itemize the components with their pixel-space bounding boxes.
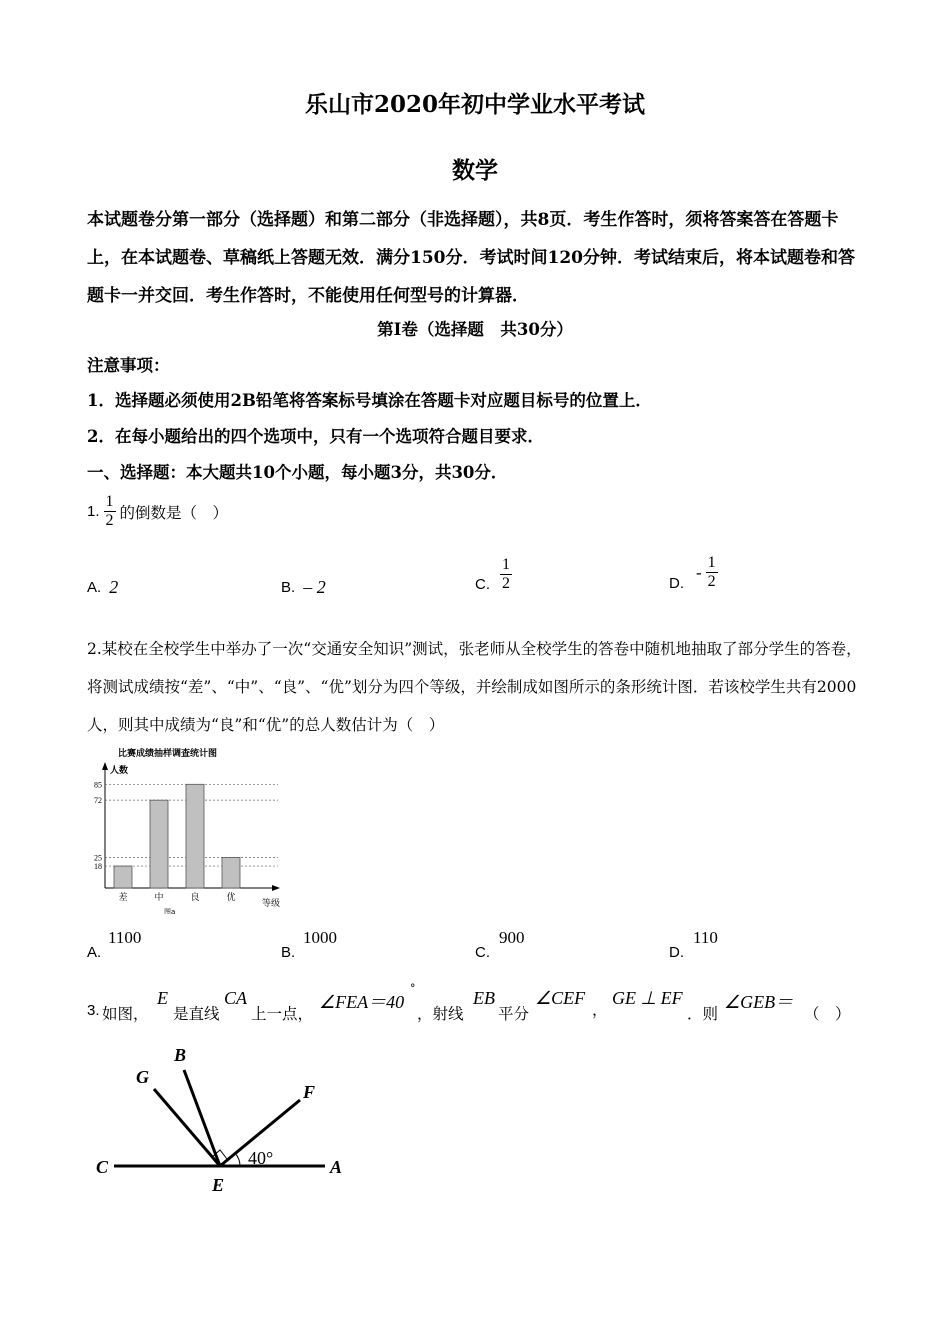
chart-caption: 图a bbox=[164, 908, 176, 914]
frac-den: 2 bbox=[707, 573, 716, 590]
notice-item-1: 1．选择题必须使用2B铅笔将答案标号填涂在答题卡对应题目标号的位置上． bbox=[87, 391, 652, 410]
option-fraction bbox=[500, 556, 512, 593]
option-value: 1000 bbox=[303, 928, 337, 947]
notice-heading: 注意事项： bbox=[87, 356, 170, 375]
y-tick-label: 25 bbox=[94, 853, 102, 863]
x-tick-label: 优 bbox=[226, 893, 236, 903]
bar-3 bbox=[186, 784, 204, 888]
q1-option-d[interactable] bbox=[669, 553, 718, 592]
y-tick-label: 72 bbox=[94, 796, 102, 806]
q3-perpendicular: GE ⊥ EF bbox=[612, 988, 683, 1008]
bar-chart bbox=[88, 744, 288, 914]
label-g: G bbox=[136, 1067, 149, 1087]
q3-text-4: ，射线 bbox=[417, 1005, 464, 1023]
ray-eg bbox=[154, 1089, 220, 1166]
option-letter: A. bbox=[87, 579, 102, 596]
option-value: – 2 bbox=[303, 577, 326, 597]
frac-den: 2 bbox=[502, 575, 510, 592]
question-2-text: 2.某校在全校学生中举办了一次“交通安全知识”测试，张老师从全校学生的答卷中随机地抽取了部分学生的答卷，将测试成绩按“差”、“中”、“良”、“优”划分为四个等级，并绘制成如图所示的条形统计图．若该校学生共有2000人，则其中成绩为“良”和“优”的总人数估计为（ ） bbox=[87, 640, 862, 734]
q3-comma: ， bbox=[592, 1001, 608, 1019]
q3-degree: ° bbox=[410, 982, 416, 995]
option-letter: C. bbox=[475, 944, 490, 961]
y-axis-arrow bbox=[102, 762, 108, 770]
option-value: 900 bbox=[499, 928, 525, 947]
label-f: F bbox=[303, 1082, 316, 1102]
q1-frac-den: 2 bbox=[105, 512, 114, 529]
q3-point-e: E bbox=[157, 988, 168, 1008]
y-tick-label: 85 bbox=[94, 780, 102, 790]
q1-stem: 的倒数是（ ） bbox=[119, 503, 229, 522]
bar-4 bbox=[222, 858, 240, 889]
x-tick-label: 良 bbox=[190, 893, 200, 903]
exam-title: 乐山市2020年初中学业水平考试 bbox=[304, 91, 645, 118]
x-axis-label: 等级 bbox=[262, 899, 281, 909]
q1-fraction bbox=[104, 493, 116, 530]
option-letter: B. bbox=[281, 944, 296, 961]
chart-title: 比赛成绩抽样调查统计图 bbox=[118, 749, 218, 759]
q3-text-6: ．则 bbox=[687, 1005, 719, 1023]
y-axis-label: 人数 bbox=[110, 766, 129, 776]
option-letter: D. bbox=[669, 575, 684, 592]
option-value: 1100 bbox=[108, 928, 142, 947]
option-letter: C. bbox=[475, 576, 490, 593]
frac-num: 1 bbox=[502, 556, 510, 573]
q1-frac-num: 1 bbox=[105, 493, 114, 510]
q3-text-1: 如图， bbox=[102, 1005, 149, 1023]
notice-item-2: 2．在每小题给出的四个选项中，只有一个选项符合题目要求． bbox=[87, 427, 544, 446]
q3-angle-geb: ∠GEB＝ bbox=[724, 992, 794, 1012]
angle-figure bbox=[90, 1040, 350, 1200]
subject-title: 数学 bbox=[452, 157, 498, 184]
ray-eb bbox=[184, 1070, 220, 1166]
part1-title: 第Ⅰ卷（选择题 共30分） bbox=[377, 320, 573, 339]
q1-option-c[interactable] bbox=[475, 556, 512, 593]
option-value: 2 bbox=[109, 577, 119, 597]
label-e: E bbox=[212, 1175, 225, 1195]
section1-heading: 一、选择题：本大题共10个小题，每小题3分，共30分． bbox=[87, 463, 508, 482]
angle-label-40: 40° bbox=[248, 1148, 274, 1168]
frac-num: 1 bbox=[707, 554, 716, 571]
x-tick-label: 中 bbox=[154, 893, 164, 903]
option-value: 110 bbox=[693, 928, 718, 947]
q1-option-a[interactable] bbox=[87, 577, 118, 598]
option-minus: - bbox=[696, 562, 702, 582]
intro-paragraph: 本试题卷分第一部分（选择题）和第二部分（非选择题），共8页．考生作答时，须将答案答在答题卡上，在本试题卷、草稿纸上答题无效．满分150分．考试时间120分钟．考试结束后，将本试题卷和答题卡一并交回．考生作答时，不能使用任何型号的计算器． bbox=[87, 210, 855, 306]
q3-angle-fea: ∠FEA＝40 bbox=[319, 992, 405, 1012]
q3-text-5: 平分 bbox=[498, 1005, 530, 1023]
label-b: B bbox=[174, 1045, 187, 1065]
option-letter: B. bbox=[281, 579, 296, 596]
y-tick-label: 18 bbox=[94, 862, 102, 872]
option-fraction bbox=[706, 554, 718, 591]
option-letter: D. bbox=[669, 944, 684, 961]
option-letter: A. bbox=[87, 944, 102, 961]
q3-line-ca: CA bbox=[224, 988, 248, 1008]
label-a: A bbox=[330, 1157, 343, 1177]
bar-2 bbox=[150, 800, 168, 888]
q3-text-3: 上一点， bbox=[251, 1005, 314, 1023]
q1-option-b[interactable] bbox=[281, 577, 326, 598]
q3-answer-paren: （ ） bbox=[804, 1005, 851, 1023]
q3-ray-eb: EB bbox=[473, 988, 495, 1008]
q3-angle-cef: ∠CEF bbox=[535, 988, 586, 1008]
bar-1 bbox=[114, 866, 132, 888]
question-1 bbox=[87, 493, 228, 530]
question-3 bbox=[87, 982, 867, 1024]
label-c: C bbox=[96, 1157, 109, 1177]
q3-number: 3. bbox=[87, 1002, 100, 1019]
q3-text-2: 是直线 bbox=[173, 1005, 220, 1023]
x-axis-arrow bbox=[272, 885, 280, 891]
q1-number: 1. bbox=[87, 503, 100, 520]
x-tick-label: 差 bbox=[118, 893, 128, 903]
